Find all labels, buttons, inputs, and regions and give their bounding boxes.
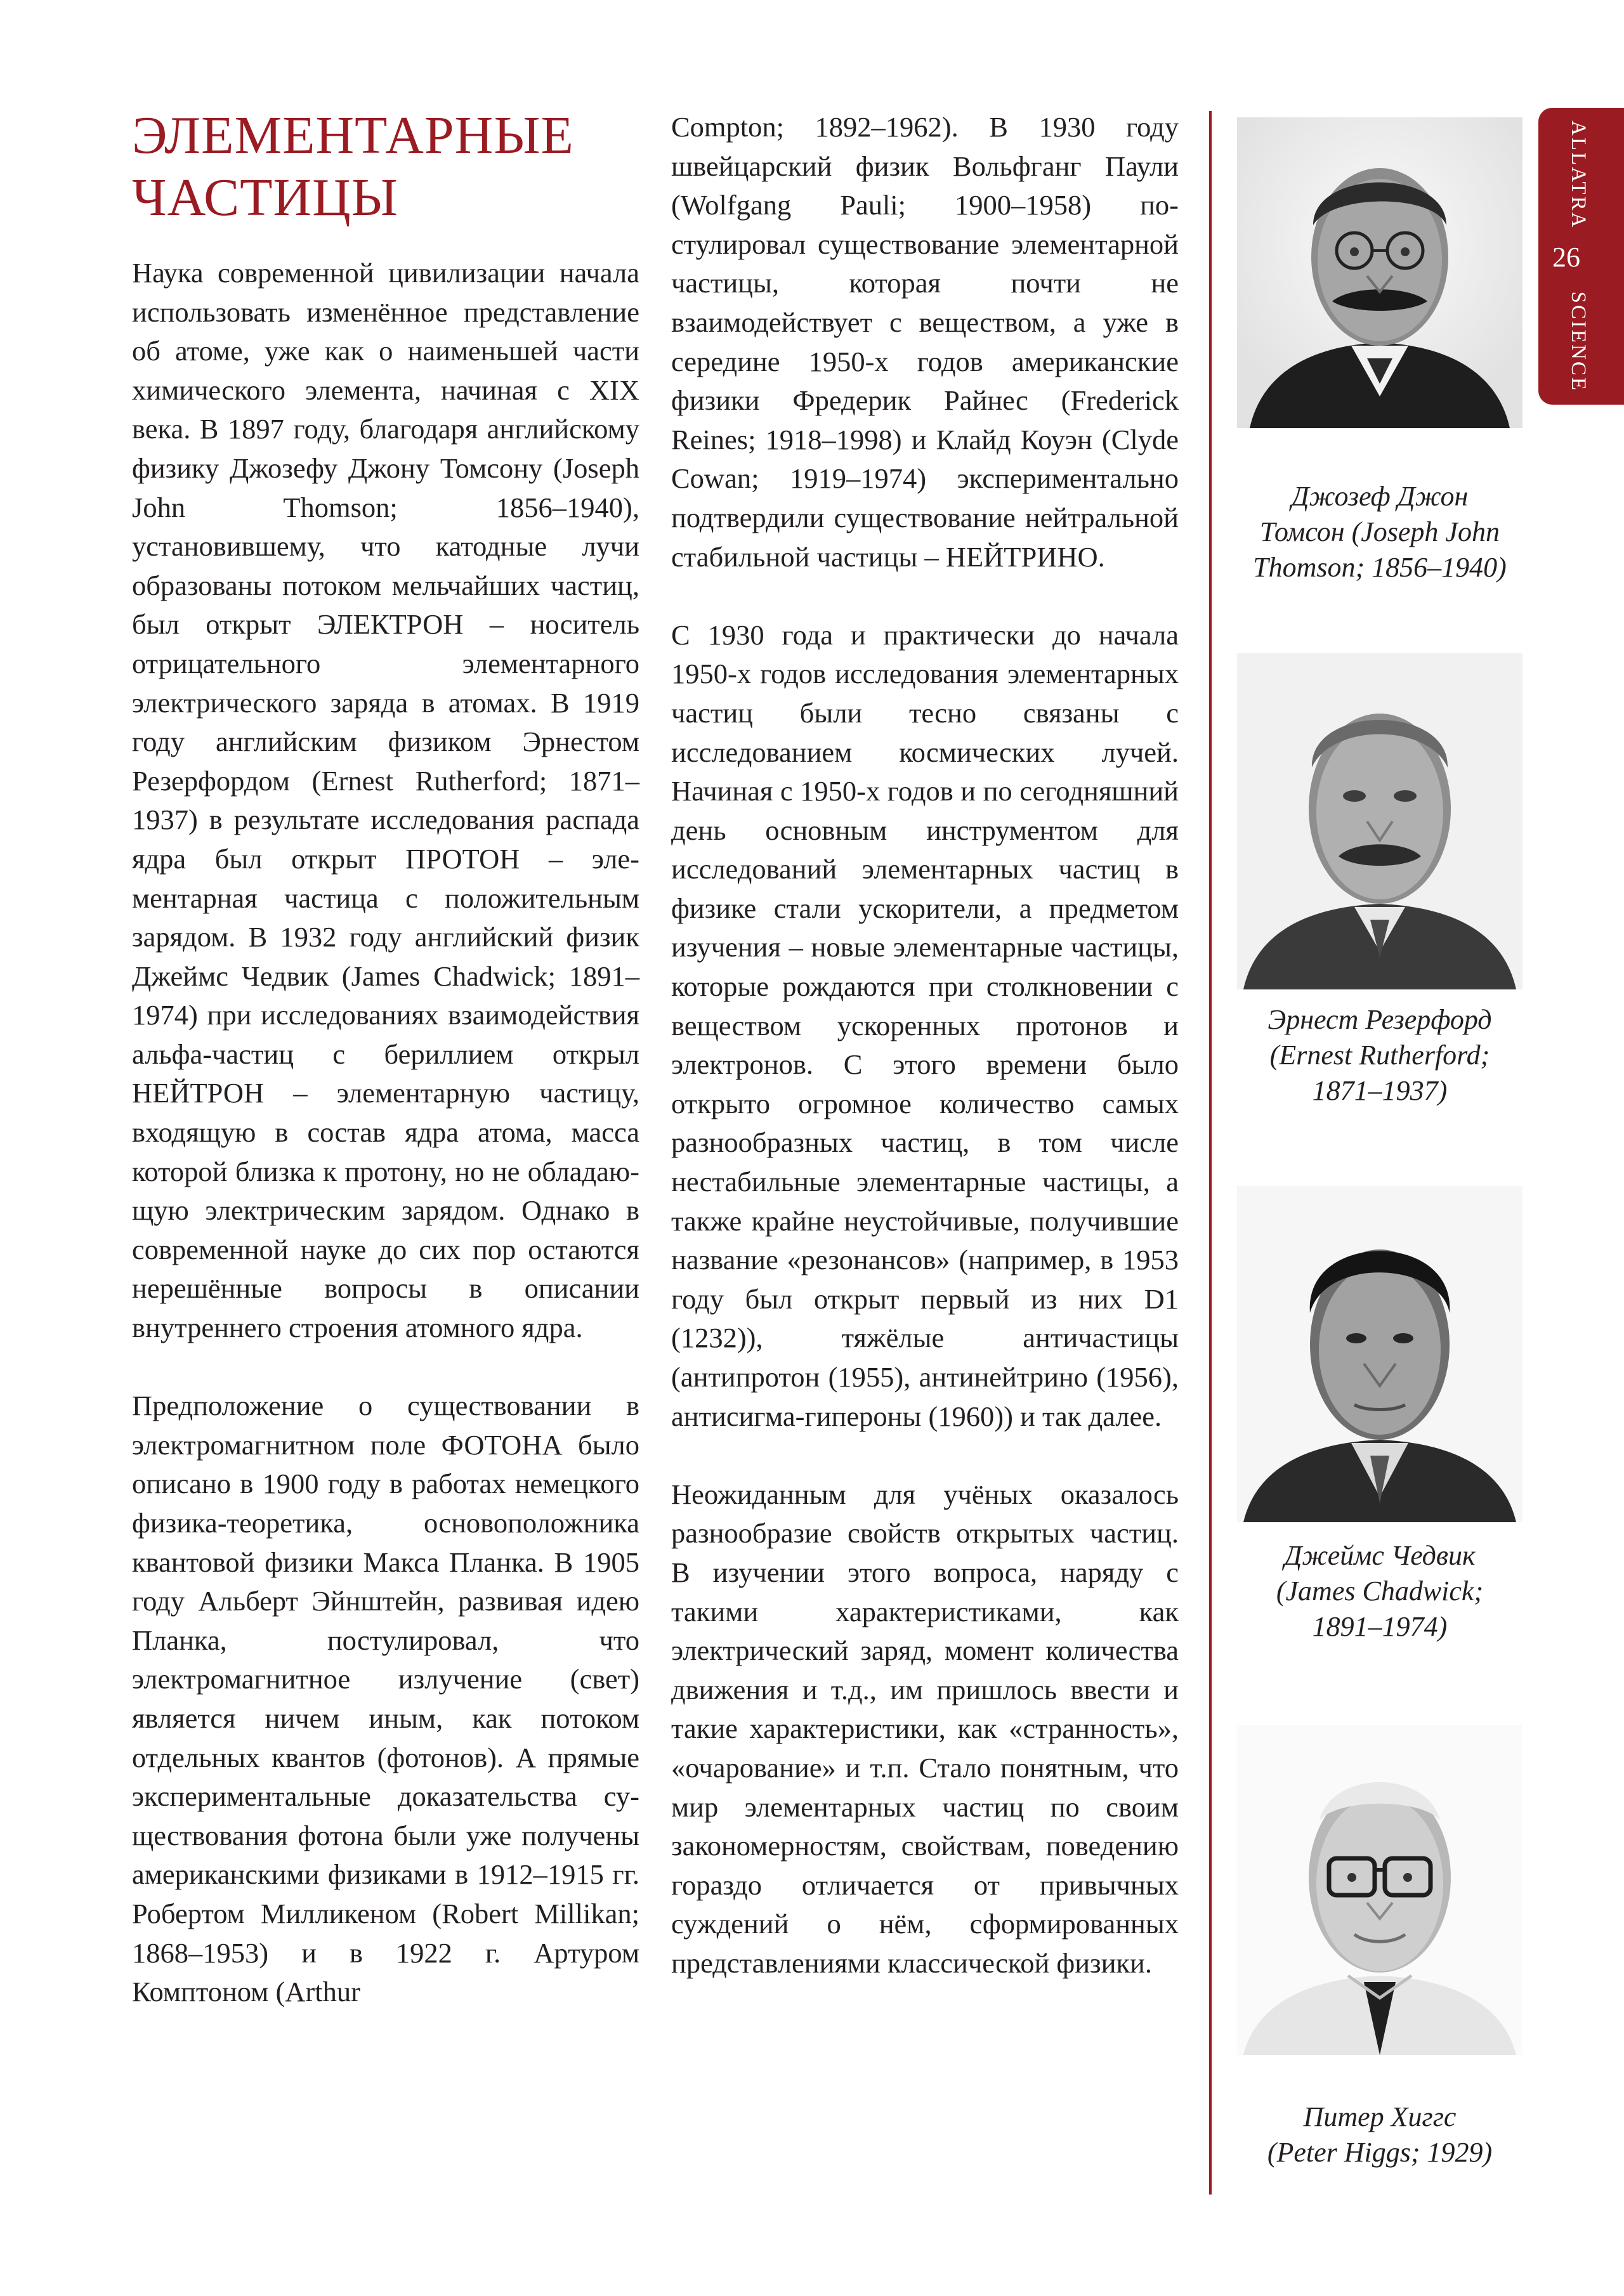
text-column-left xyxy=(132,254,639,2012)
caption-line: Питер Хиггс xyxy=(1303,2101,1457,2132)
page-title xyxy=(132,105,652,229)
caption-line: Томсон (Joseph John xyxy=(1260,516,1500,547)
portrait-caption-thomson xyxy=(1226,479,1534,585)
page-number: 26 xyxy=(1552,242,1580,273)
caption-line: 1891–1974) xyxy=(1312,1611,1448,1642)
caption-line: (Peter Higgs; 1929) xyxy=(1267,2137,1493,2168)
portrait-rutherford xyxy=(1237,653,1522,989)
paragraph: Наука современной цивилизации начала использовать изменённое представление об атоме, уже как о наименьшей части химического элемента, начиная с XIX века. В 1897 году, благодаря английскому физику Джозефу Джону Томсону (Joseph John Thomson; 1856–1940), установившему, что катодные лучи образованы потоком мельчайших частиц, был открыт ЭЛЕКТРОН – носитель отрицательного элементарного электрического заряда в атомах. В 1919 году английским физиком Эрнестом Резерфордом (Ernest Rutherford; 1871–1937) в результате исследования распада ядра был открыт ПРОТОН – элементарная частица с положительным зарядом. В 1932 году английский физик Джеймс Чедвик (James Chadwick; 1891–1974) при исследованиях взаимодействия альфа-частиц с бериллием открыл НЕЙТРОН – элементарную частицу, входящую в состав ядра атома, масса которой близка к протону, но не обладающую электрическим зарядом. Однако в современной науке до сих пор остаются нерешённые вопросы в описании внутреннего строения атомного ядра. xyxy=(132,257,639,1344)
vertical-divider xyxy=(1209,111,1212,2195)
caption-line: Эрнест Резерфорд xyxy=(1267,1004,1492,1035)
caption-line: 1871–1937) xyxy=(1312,1075,1448,1106)
portrait-thomson xyxy=(1237,117,1522,428)
title-line-1: ЭЛЕМЕНТАРНЫЕ xyxy=(132,106,574,165)
portrait-caption-chadwick xyxy=(1226,1538,1534,1645)
title-line-2: ЧАСТИЦЫ xyxy=(132,168,398,227)
caption-line: Джеймс Чедвик xyxy=(1284,1540,1476,1571)
caption-line: (Ernest Rutherford; xyxy=(1269,1040,1490,1071)
section-tab xyxy=(1538,108,1624,405)
paragraph: Неожиданным для учёных оказалось разнообразие свойств открытых частиц. В изучении этого вопроса, наряду с такими характеристиками, как электрический заряд, момент количества движения и т.д., им пришлось ввести и такие характеристики, как «странность», «очарование» и т.п. Стало понятным, что мир элементарных частиц по своим закономерностям, свойствам, поведению гораздо отличается от привычных суждений о нём, сформированных представлениями классической физики. xyxy=(671,1478,1179,1979)
paragraph: Предположение о существовании в электромагнитном поле ФОТОНА было описано в 1900 году в работах немецкого физика-теоретика, основоположника квантовой физики Макса Планка. В 1905 году Альберт Эйнштейн, развивая идею Планка, постулировал, что электромагнитное излучение (свет) является ничем иным, как потоком отдельных квантов (фотонов). А прямые экспериментальные доказательства существования фотона были уже получены американскими физиками в 1912–1915 гг. Робертом Милликеном (Robert Millikan; 1868–1953) и в 1922 г. Артуром Комптоном (Arthur xyxy=(132,1390,639,2008)
tab-label-allatra: ALLATRA xyxy=(1567,121,1590,230)
portrait-chadwick xyxy=(1237,1186,1522,1522)
portrait-caption-rutherford xyxy=(1226,1002,1534,1109)
caption-line: Thomson; 1856–1940) xyxy=(1253,552,1507,583)
portrait-higgs xyxy=(1237,1725,1522,2055)
text-column-right xyxy=(671,108,1179,1983)
caption-line: Джозеф Джон xyxy=(1291,481,1469,512)
caption-line: (James Chadwick; xyxy=(1276,1575,1484,1607)
tab-label-science: SCIENCE xyxy=(1567,291,1590,392)
portrait-caption-higgs xyxy=(1226,2099,1534,2170)
paragraph: С 1930 года и практически до начала 1950-х годов исследования элементарных частиц были тесно связаны с исследованием космических лучей. Начиная с 1950-х годов и по сегодняшний день основным инструментом для исследований элементарных частиц в физике стали ускорители, а предметом изучения – новые элементарные частицы, которые рождаются при столкновении с веществом ускоренных протонов и электронов. С этого времени было открыто огромное количество самых разнообразных частиц, в том числе нестабильные элементарные частицы, а также крайне неустойчивые, получившие название «резонансов» (например, в 1953 году был открыт первый из них D1 (1232)), тяжёлые античастицы (антипротон (1955), антинейтрино (1956), антисигма-гипероны (1960)) и так далее. xyxy=(671,618,1179,1432)
paragraph: Compton; 1892–1962). В 1930 году швейцарский физик Вольфганг Паули (Wolfgang Pauli; 1900–1958) постулировал существование элементарной частицы, которая почти не взаимодействует с веществом, а уже в середине 1950-х годов американские физики Фредерик Райнес (Frederick Reines; 1918–1998) и Клайд Коуэн (Clyde Cowan; 1919–1974) экспериментально подтвердили существование нейтральной стабильной частицы – НЕЙТРИНО. xyxy=(671,111,1179,573)
